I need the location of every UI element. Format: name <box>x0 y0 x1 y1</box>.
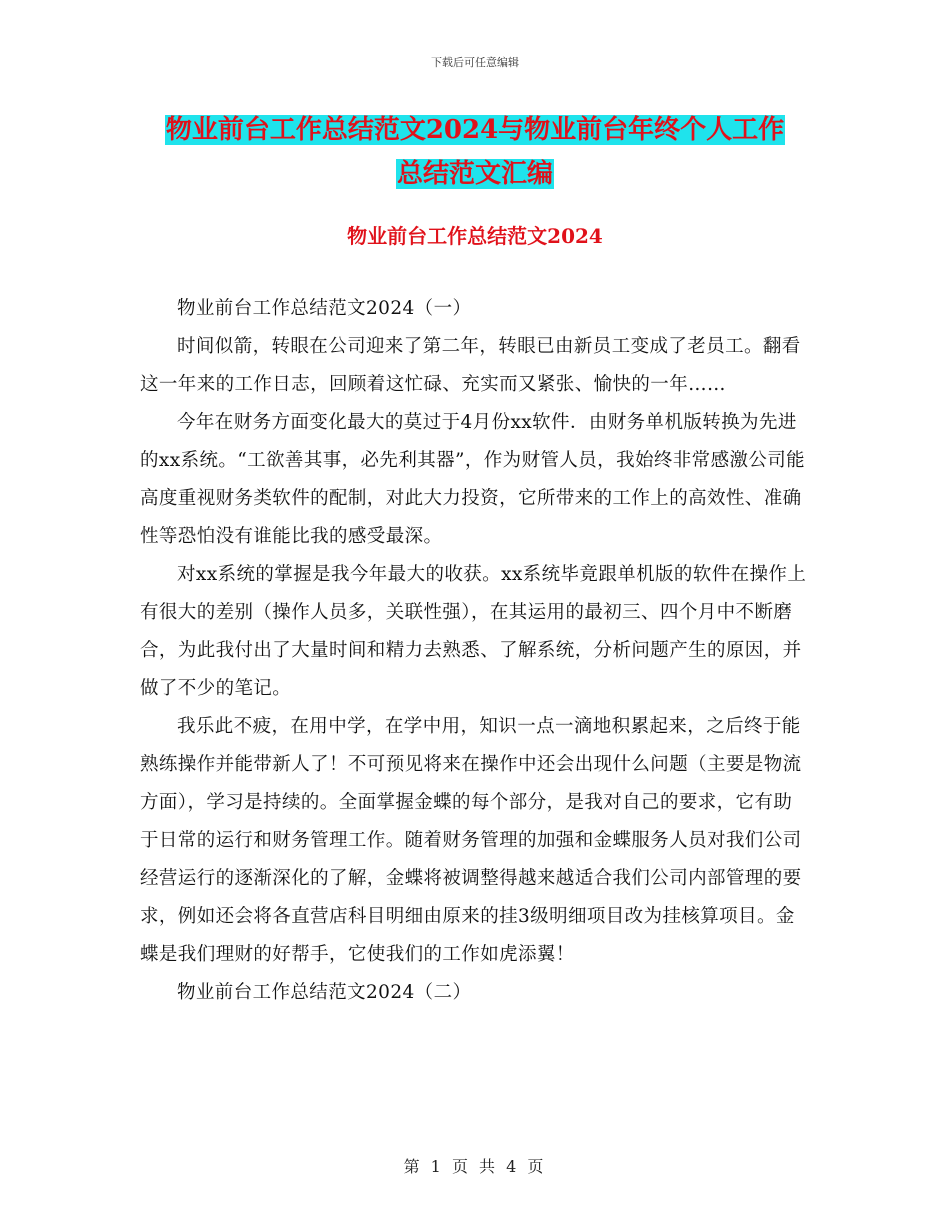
section-title: 物业前台工作总结范文2024 <box>347 224 603 248</box>
body-paragraph: 对xx系统的掌握是我今年最大的收获。xx系统毕竟跟单机版的软件在操作上有很大的差别（操作人员多，关联性强），在其运用的最初三、四个月中不断磨合，为此我付出了大量时间和精力去熟悉、了解系统，分析问题产生的原因，并做了不少的笔记。 <box>140 564 807 699</box>
subsection-heading-1: 物业前台工作总结范文2024（一） <box>177 298 472 319</box>
document-body <box>140 290 810 1012</box>
page-number-footer: 第 1 页 共 4 页 <box>403 1157 547 1176</box>
page-header-note: 下载后可任意编辑 <box>431 56 519 69</box>
document-title <box>0 108 950 196</box>
subsection-heading-2: 物业前台工作总结范文2024（二） <box>177 982 472 1003</box>
body-paragraph: 时间似箭，转眼在公司迎来了第二年，转眼已由新员工变成了老员工。翻看这一年来的工作日志，回顾着这忙碌、充实而又紧张、愉快的一年…… <box>140 336 801 395</box>
body-paragraph: 今年在财务方面变化最大的莫过于4月份xx软件．由财务单机版转换为先进的xx系统。“工欲善其事，必先利其器”，作为财管人员，我始终非常感激公司能高度重视财务类软件的配制，对此大力投资，它所带来的工作上的高效性、准确性等恐怕没有谁能比我的感受最深。 <box>140 412 806 547</box>
document-title-line-2: 总结范文汇编 <box>396 159 553 189</box>
document-title-line-1: 物业前台工作总结范文2024与物业前台年终个人工作 <box>165 115 785 145</box>
body-paragraph: 我乐此不疲，在用中学，在学中用，知识一点一滴地积累起来，之后终于能熟练操作并能带新人了！不可预见将来在操作中还会出现什么问题（主要是物流方面），学习是持续的。全面掌握金蝶的每个部分，是我对自己的要求，它有助于日常的运行和财务管理工作。随着财务管理的加强和金蝶服务人员对我们公司经营运行的逐渐深化的了解，金蝶将被调整得越来越适合我们公司内部管理的要求，例如还会将各直营店科目明细由原来的挂3级明细项目改为挂核算项目。金蝶是我们理财的好帮手，它使我们的工作如虎添翼！ <box>140 716 802 965</box>
